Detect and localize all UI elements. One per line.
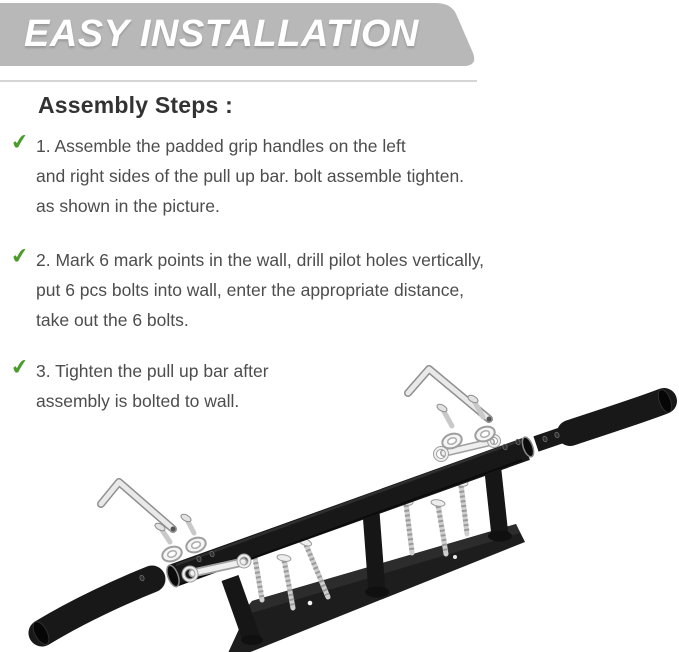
hex-key-tip — [487, 417, 492, 422]
bolt — [436, 403, 449, 414]
expansion-screw — [454, 479, 469, 534]
assembly-step-1 — [0, 131, 660, 221]
step-1-line-2: and right sides of the pull up bar. bolt assemble tighten. — [36, 166, 465, 186]
support-post — [230, 578, 252, 640]
post-base — [365, 587, 389, 598]
support-post — [371, 512, 377, 592]
check-icon: ✔ — [9, 354, 31, 381]
hex-key-tip — [171, 527, 176, 532]
bolt — [180, 513, 193, 524]
expansion-screw — [431, 499, 446, 554]
mounting-hole — [453, 555, 457, 559]
right-grip-handle — [536, 388, 674, 444]
check-icon: ✔ — [9, 243, 31, 270]
step-2-text — [36, 245, 660, 335]
mounting-hole — [308, 601, 313, 606]
post-base — [241, 635, 263, 645]
check-icon: ✔ — [9, 129, 31, 156]
banner — [0, 3, 484, 69]
assembly-step-2 — [0, 245, 660, 335]
step-1-line-3: as shown in the picture. — [36, 196, 220, 216]
step-2-line-2: put 6 pcs bolts into wall, enter the appropriate distance, — [36, 280, 465, 300]
product-illustration — [0, 352, 679, 652]
step-1-text — [36, 131, 660, 221]
section-heading: Assembly Steps : — [38, 92, 233, 118]
hex-key-left — [101, 482, 176, 532]
left-grip-handle — [30, 575, 152, 647]
divider — [0, 80, 477, 82]
step-3-line-2: assembly is bolted to wall. — [36, 391, 240, 411]
support-post — [492, 462, 500, 536]
expansion-screw — [399, 498, 414, 553]
banner-title: EASY INSTALLATION — [24, 13, 419, 55]
step-1-line-1: 1. Assemble the padded grip handles on the left — [36, 136, 406, 156]
post-base — [488, 531, 512, 542]
step-2-line-3: take out the 6 bolts. — [36, 310, 189, 330]
step-2-line-1: 2. Mark 6 mark points in the wall, drill pilot holes vertically, — [36, 250, 485, 270]
step-3-line-1: 3. Tighten the pull up bar after — [36, 361, 269, 381]
